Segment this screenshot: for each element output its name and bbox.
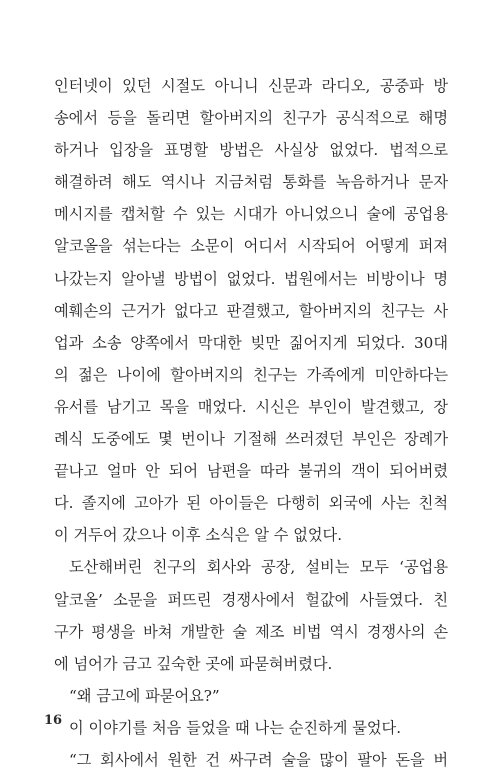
text-line: 구가 평생을 바쳐 개발한 술 제조 비법 역시 경쟁사의 손 [54,622,448,641]
text-line: 인터넷이 있던 시절도 아니니 신문과 라디오, 공중파 방 [54,77,448,95]
text-line: 해결하려 해도 역시나 지금처럼 통화를 녹음하거나 문자 [54,173,448,192]
text-line: 송에서 등을 돌리면 할아버지의 친구가 공식적으로 해명 [54,109,448,128]
text-line: 업과 소송 양쪽에서 막대한 빚만 짊어지게 되었다. 30대 [54,333,448,352]
text-line: 알코올을 섞는다는 소문이 어디서 시작되어 어떻게 퍼져 [54,237,448,256]
text-line: 례식 도중에도 몇 번이나 기절해 쓰러졌던 부인은 장례가 [54,430,448,449]
body-text [54,70,448,776]
text-line: “그 회사에서 원한 건 싸구려 술을 많이 팔아 돈을 버 [69,750,448,769]
text-line: 에 넘어가 금고 깊숙한 곳에 파묻혀버렸다. [54,654,333,673]
text-line: 이 이야기를 처음 들었을 때 나는 순진하게 물었다. [69,718,402,737]
text-line: 다. 졸지에 고아가 된 아이들은 다행히 외국에 사는 친척 [54,494,448,513]
text-line: 이 거두어 갔으나 이후 소식은 알 수 없었다. [54,526,343,545]
text-line: 메시지를 캡처할 수 있는 시대가 아니었으니 술에 공업용 [54,205,448,224]
text-line: 나갔는지 알아낼 방법이 없었다. 법원에서는 비방이나 명 [54,269,448,288]
text-line: 유서를 남기고 목을 매었다. 시신은 부인이 발견했고, 장 [54,397,448,416]
text-line: “왜 금고에 파묻어요?” [69,686,220,705]
text-line: 의 젊은 나이에 할아버지의 친구는 가족에게 미안하다는 [54,365,448,384]
text-line: 예훼손의 근거가 없다고 판결했고, 할아버지의 친구는 사 [54,301,448,320]
text-line: 끝나고 얼마 안 되어 남편을 따라 불귀의 객이 되어버렸 [54,462,448,481]
text-line: 알코올’ 소문을 퍼뜨린 경쟁사에서 헐값에 사들였다. 친 [54,590,448,609]
text-line: 도산해버린 친구의 회사와 공장, 설비는 모두 ‘공업용 [69,558,448,577]
page-number: 16 [44,713,63,728]
text-line: 하거나 입장을 표명할 방법은 사실상 없었다. 법적으로 [54,141,448,160]
